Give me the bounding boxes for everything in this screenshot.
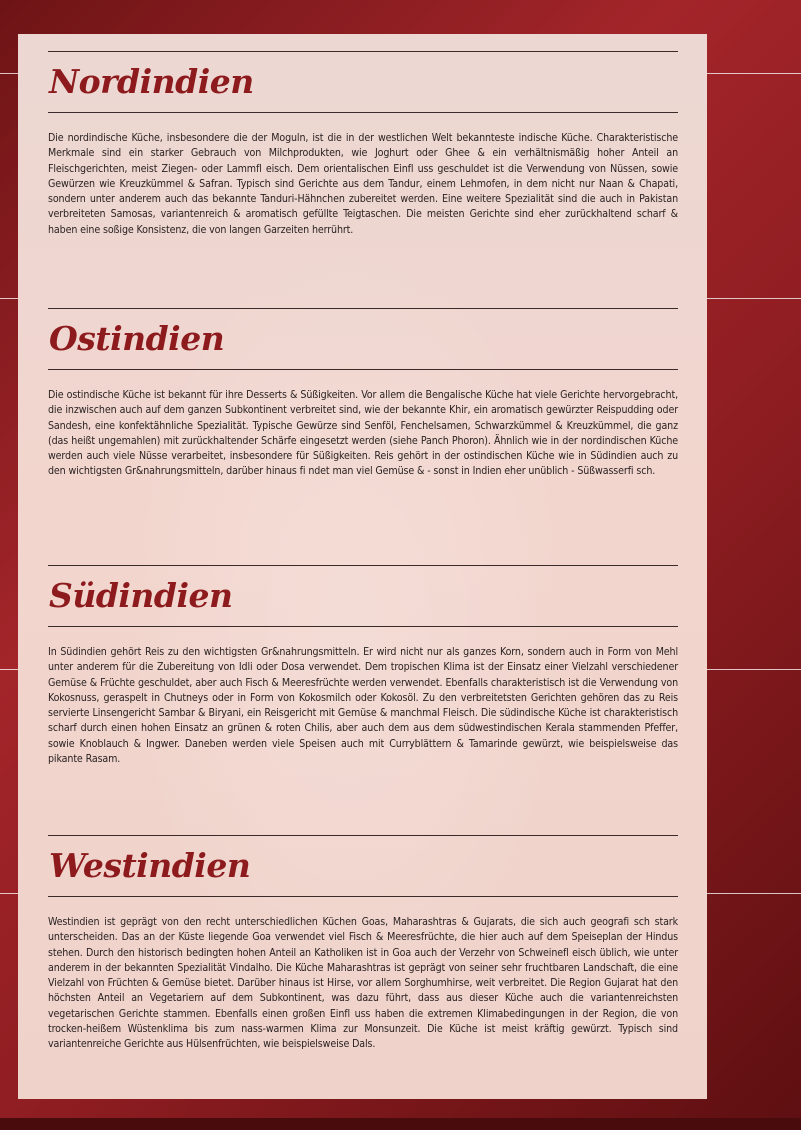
content-panel — [18, 34, 707, 1099]
bottom-band — [0, 1118, 801, 1130]
section-title: Westindien — [49, 846, 251, 885]
edge-line-left-1 — [0, 73, 18, 74]
edge-line-right-3 — [707, 669, 801, 670]
edge-line-left-3 — [0, 669, 18, 670]
section-bottom-rule — [48, 369, 678, 370]
edge-line-right-4 — [707, 893, 801, 894]
section-title: Südindien — [49, 576, 233, 615]
edge-line-right-1 — [707, 73, 801, 74]
edge-line-left-2 — [0, 298, 18, 299]
section-ostindien — [48, 308, 678, 490]
section-title: Ostindien — [49, 319, 225, 358]
edge-line-right-2 — [707, 298, 801, 299]
section-suedindien — [48, 565, 678, 778]
section-body-text: Die ostindische Küche ist bekannt für ihre Desserts & Süßigkeiten. Vor allem die Bengalische Küche hat viele Gerichte hervorgebracht, die inzwischen auch auf dem ganzen Subkontinent verbreitet sind, wie der bekannte Khir, ein aromatisch gewürzter Reispudding oder Sandesh, eine konfektähnliche Spezialität. Typische Gewürze sind Senföl, Fenchelsamen, Schwarzkümmel & Kreuzkümmel, die ganz (das heißt ungemahlen) mit zurückhaltender Schärfe eingesetzt werden (siehe Panch Phoron). Ähnlich wie in der nordindischen Küche werden auch viele Nüsse verarbeitet, insbesondere für Süßigkeiten. Reis gehört in der ostindischen Küche wie in Südindien auch zu den wichtigsten Gr&nahrungsmitteln, darüber hinaus fi ndet man viel Gemüse & - sonst in Indien eher unüblich - Süßwasserfi sch. — [48, 389, 678, 478]
section-body-text: Die nordindische Küche, insbesondere die der Moguln, ist die in der westlichen Welt bekannteste indische Küche. Charakteristische Merkmale sind ein starker Gebrauch von Milchprodukten, wie Joghurt oder Ghee & ein verhältnismäßig hoher Anteil an Fleischgerichten, meist Ziegen- oder Lammfl eisch. Dem orientalischen Einfl uss geschuldet ist die Verwendung von Nüssen, sowie Gewürzen wie Kreuzkümmel & Safran. Typisch sind Gerichte aus dem Tandur, einem Lehmofen, in dem nicht nur Naan & Chapati, sondern unter anderem auch das bekannte Tanduri-Hähnchen zubereitet werden. Eine weitere Spezialität sind die auch in Pakistan verbreiteten Samosas, variantenreich & aromatisch gefüllte Teigtaschen. Die meisten Gerichte sind eher zurückhaltend scharf & haben eine soßige Konsistenz, die von langen Garzeiten herrührt. — [48, 132, 678, 236]
section-bottom-rule — [48, 896, 678, 897]
section-westindien — [48, 835, 678, 1063]
edge-line-left-4 — [0, 893, 18, 894]
section-body-text: In Südindien gehört Reis zu den wichtigsten Gr&nahrungsmitteln. Er wird nicht nur als ganzes Korn, sondern auch in Form von Mehl unter anderem für die Zubereitung von Idli oder Dosa verwendet. Dem tropischen Klima ist der Einsatz einer Vielzahl verschiedener Gemüse & Früchte geschuldet, aber auch Fisch & Meeresfrüchte werden verwendet. Ebenfalls charakteristisch ist die Verwendung von Kokosnuss, geraspelt in Chutneys oder in Form von Kokosmilch oder Kokosöl. Zu den verbreitetsten Gerichten gehören das zu Reis servierte Linsengericht Sambar & Biryani, ein Reisgericht mit Gemüse & manchmal Fleisch. Die südindische Küche ist charakteristisch scharf durch einen hohen Einsatz an grünen & roten Chilis, aber auch dem aus dem südwestindischen Kerala stammenden Pfeffer, sowie Knoblauch & Ingwer. Daneben werden viele Speisen auch mit Curryblättern & Tamarinde gewürzt, wie beispielsweise das pikante Rasam. — [48, 646, 678, 766]
section-bottom-rule — [48, 112, 678, 113]
section-bottom-rule — [48, 626, 678, 627]
section-nordindien — [48, 51, 678, 249]
section-body-text: Westindien ist geprägt von den recht unterschiedlichen Küchen Goas, Maharashtras & Gujarats, die sich auch geografi sch stark unterscheiden. Das an der Küste liegende Goa verwendet viel Fisch & Meeresfrüchte, die hier auch auf dem Speiseplan der Hindus stehen. Durch den historisch bedingten hohen Anteil an Katholiken ist in Goa auch der Verzehr von Schweinefl eisch üblich, wie unter anderem in der bekannten Spezialität Vindalho. Die Küche Maharashtras ist geprägt von seiner sehr fruchtbaren Landschaft, die eine Vielzahl von Früchten & Gemüse bietet. Darüber hinaus ist Hirse, vor allem Sorghumhirse, weit verbreitet. Die Region Gujarat hat den höchsten Anteil an Vegetariern auf dem Subkontinent, was dazu führt, dass aus dieser Küche auch die variantenreichsten vegetarischen Gerichte stammen. Ebenfalls einen großen Einfl uss haben die extremen Klimabedingungen in der Region, die von trocken-heißem Wüstenklima bis zum nass-warmen Klima zur Monsunzeit. Die Küche ist meist kräftig gewürzt. Typisch sind variantenreiche Gerichte aus Hülsenfrüchten, wie beispielsweise Dals. — [48, 916, 678, 1051]
section-title: Nordindien — [49, 62, 254, 101]
